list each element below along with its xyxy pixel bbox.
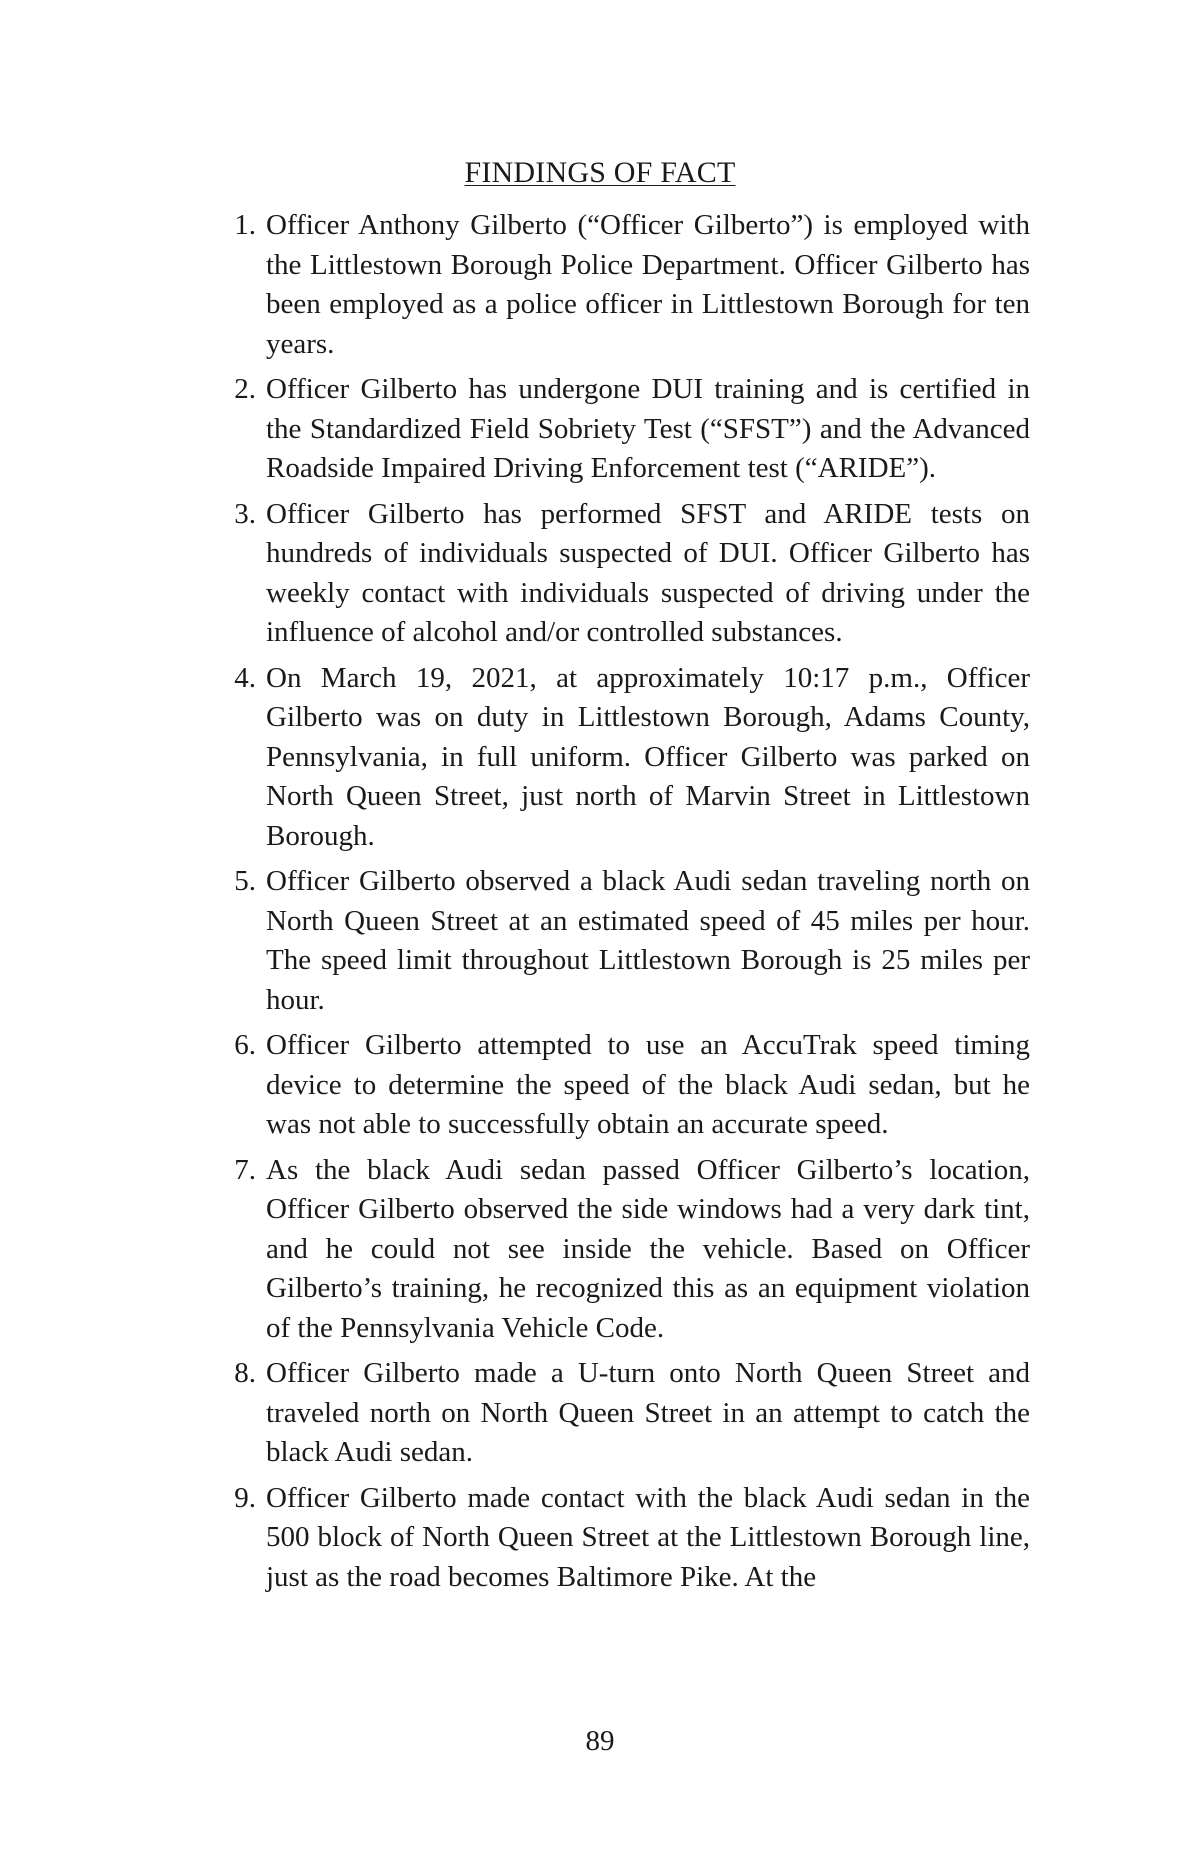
finding-text: Officer Gilberto has performed SFST and ARIDE tests on hundreds of individuals suspected of DUI. Officer Gilberto has weekly contact with individuals suspected of driving under the influence of alcohol and/or controlled substances. bbox=[266, 497, 1030, 648]
finding-text: Officer Gilberto attempted to use an AccuTrak speed timing device to determine the speed of the black Audi sedan, but he was not able to successfully obtain an accurate speed. bbox=[266, 1029, 1030, 1140]
finding-text: Officer Gilberto has undergone DUI training and is certified in the Standardized Field Sobriety Test (“SFST”) and the Advanced Roadside Impaired Driving Enforcement test (“ARIDE”). bbox=[266, 373, 1030, 484]
finding-text: On March 19, 2021, at approximately 10:17 p.m., Officer Gilberto was on duty in Littlestown Borough, Adams County, Pennsylvania, in full uniform. Officer Gilberto was parked on North Queen Street, just north of Marvin Street in Littlestown Borough. bbox=[266, 661, 1030, 852]
finding-text: As the black Audi sedan passed Officer Gilberto’s location, Officer Gilberto observed the side windows had a very dark tint, and he could not see inside the vehicle. Based on Officer Gilberto’s training, he recognized this as an equipment violation of the Pennsylvania Vehicle Code. bbox=[266, 1153, 1030, 1344]
finding-item bbox=[210, 862, 1030, 1020]
findings-list bbox=[210, 206, 1030, 1603]
finding-item bbox=[210, 1479, 1030, 1598]
finding-number: 9. bbox=[234, 1481, 256, 1514]
finding-text: Officer Gilberto made contact with the black Audi sedan in the 500 block of North Queen Street at the Littlestown Borough line, just as the road becomes Baltimore Pike. At the bbox=[266, 1481, 1030, 1593]
finding-item bbox=[210, 495, 1030, 653]
finding-text: Officer Gilberto observed a black Audi sedan traveling north on North Queen Street at an estimated speed of 45 miles per hour. The speed limit throughout Littlestown Borough is 25 miles per hour. bbox=[266, 865, 1030, 1016]
finding-text: Officer Gilberto made a U-turn onto North Queen Street and traveled north on North Queen Street in an attempt to catch the black Audi sedan. bbox=[266, 1357, 1030, 1468]
finding-number: 8. bbox=[234, 1357, 256, 1389]
finding-text: Officer Anthony Gilberto (“Officer Gilberto”) is employed with the Littlestown Borough Police Department. Officer Gilberto has been employed as a police officer in Littlestown Borough for ten years. bbox=[266, 209, 1030, 360]
finding-item bbox=[210, 1026, 1030, 1145]
finding-number: 6. bbox=[234, 1029, 256, 1061]
finding-number: 1. bbox=[234, 209, 256, 241]
finding-number: 5. bbox=[234, 865, 256, 897]
finding-item bbox=[210, 659, 1030, 857]
finding-number: 4. bbox=[234, 661, 256, 694]
finding-item bbox=[210, 1354, 1030, 1473]
finding-item bbox=[210, 206, 1030, 364]
finding-number: 3. bbox=[234, 497, 256, 530]
section-heading: FINDINGS OF FACT bbox=[464, 156, 736, 189]
finding-number: 2. bbox=[234, 373, 256, 405]
finding-item bbox=[210, 1151, 1030, 1349]
finding-number: 7. bbox=[234, 1153, 256, 1186]
finding-item bbox=[210, 370, 1030, 489]
page-number: 89 bbox=[585, 1725, 615, 1757]
